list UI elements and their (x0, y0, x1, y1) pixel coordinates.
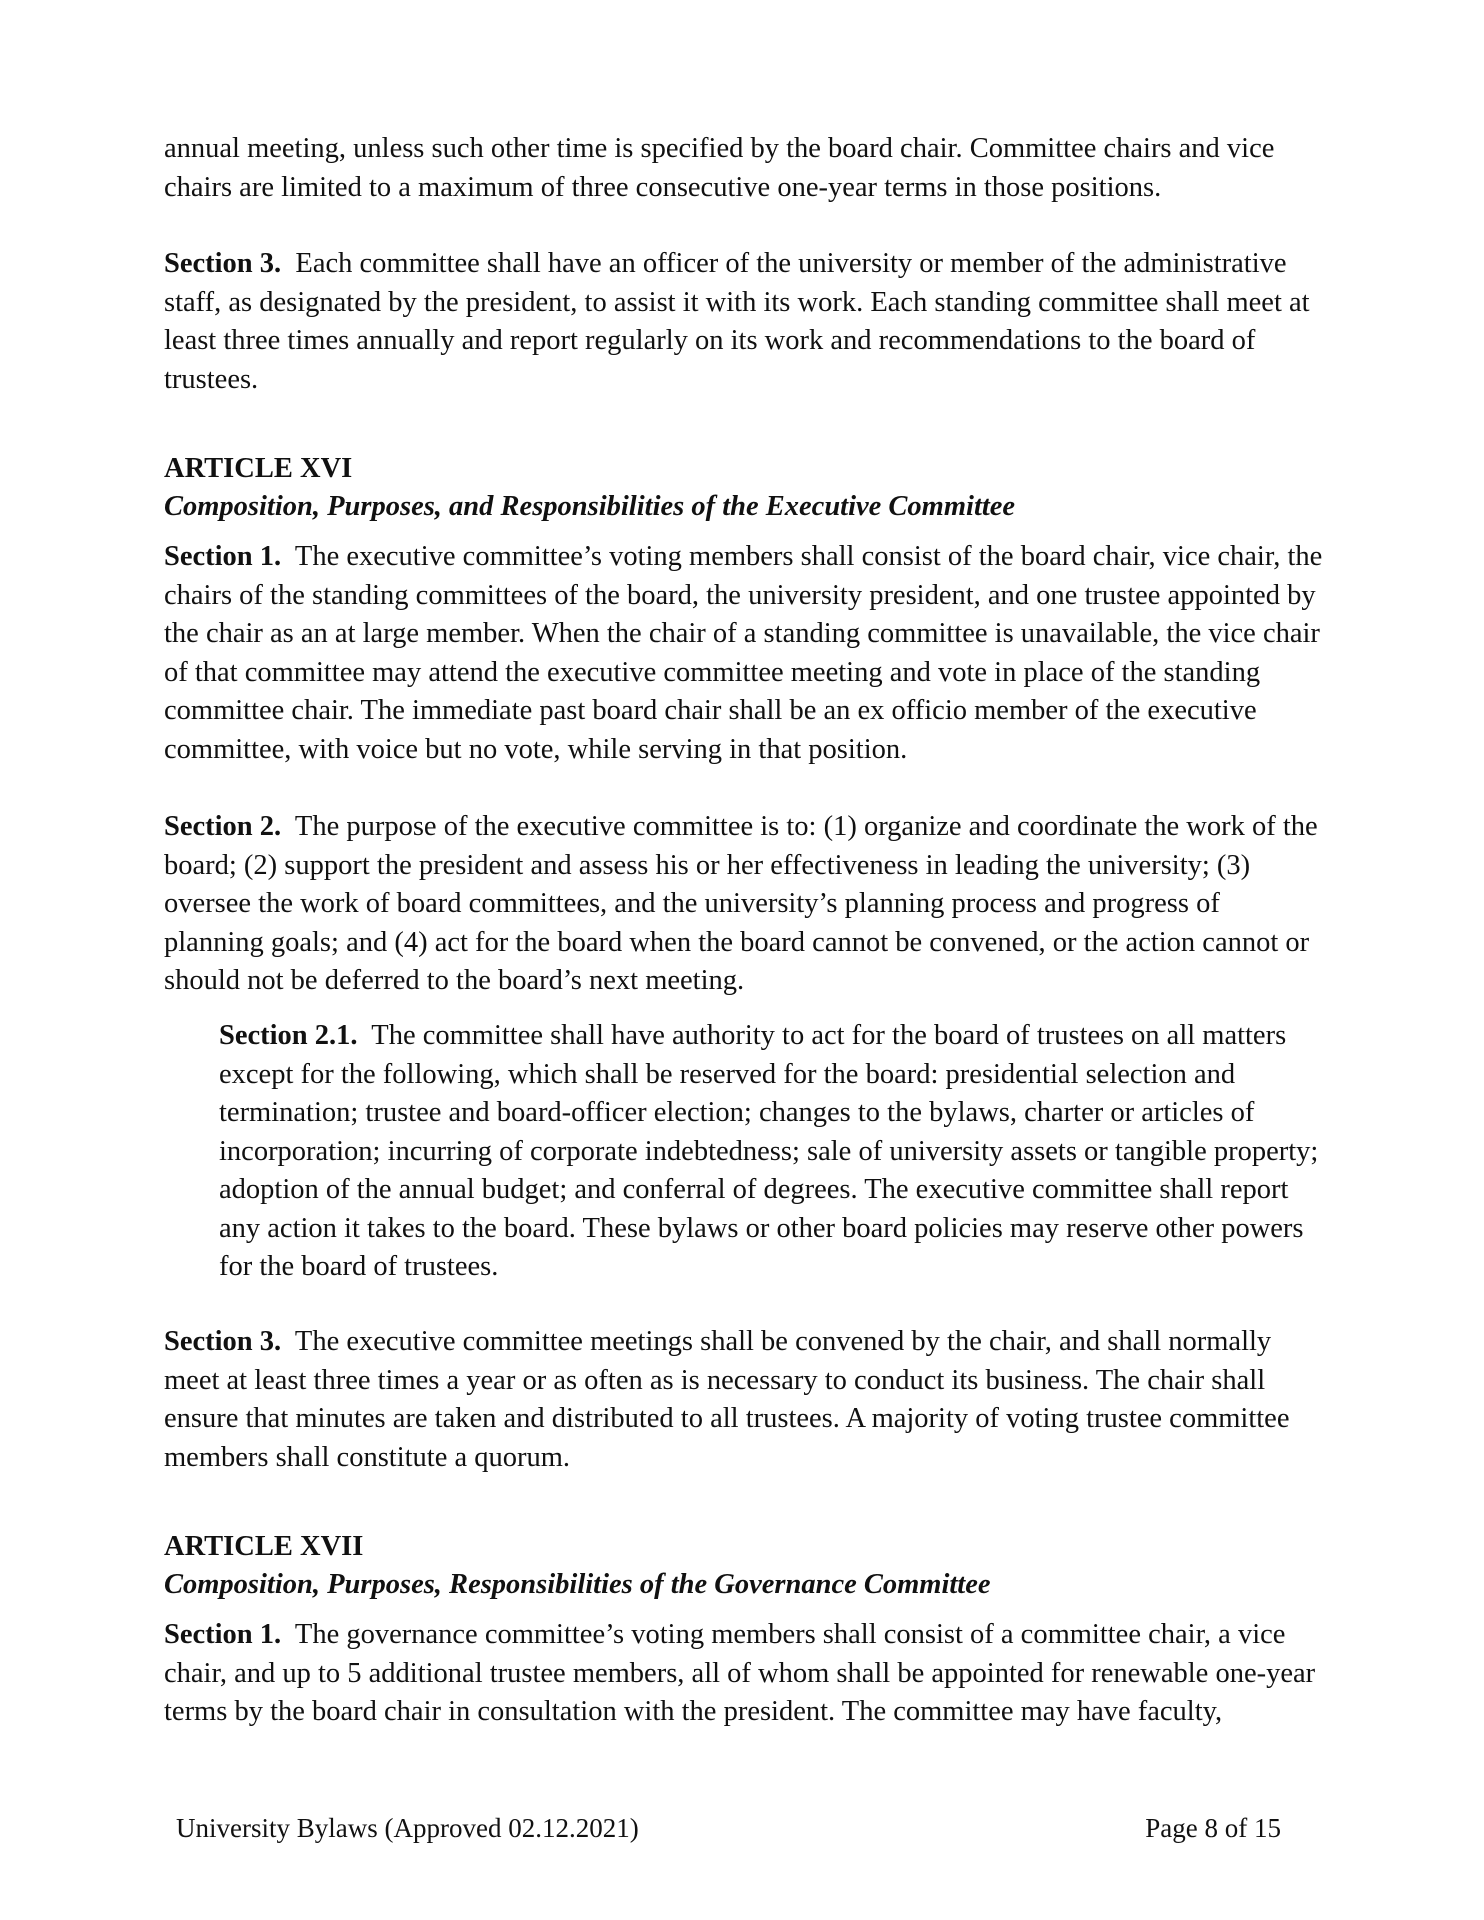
section-text: The executive committee’s voting members shall consist of the board chair, vice chair, the chairs of the standing committees of the board, the university president, and one trustee appointed by the chair as an at large member. When the chair of a standing committee is unavailable, the vice chair of that committee may attend the executive committee meeting and vote in place of the standing committee chair. The immediate past board chair shall be an ex officio member of the executive committee, with voice but no vote, while serving in that position. (164, 541, 1323, 765)
article-17-heading: ARTICLE XVII (164, 1531, 364, 1562)
section-text: The purpose of the executive committee is to: (1) organize and coordinate the work of the board; (2) support the president and assess his or her effectiveness in leading the university; (3) oversee the work of board committees, and the university’s planning process and progress of planning goals; and (4) act for the board when the board cannot be convened, or the action cannot or should not be deferred to the board’s next meeting. (164, 811, 1318, 996)
section-label: Section 2.1. (219, 1020, 358, 1051)
section-label: Section 3. (164, 248, 282, 279)
article-17-subtitle: Composition, Purposes, Responsibilities of the Governance Committee (164, 1569, 991, 1600)
section-label: Section 2. (164, 811, 282, 842)
article-16-heading: ARTICLE XVI (164, 453, 353, 484)
section-text: The committee shall have authority to act for the board of trustees on all matters except for the following, which shall be reserved for the board: presidential selection and termination; trustee and board-officer election; changes to the bylaws, charter or articles of incorporation; incurring of corporate indebtedness; sale of university assets or tangible property; adoption of the annual budget; and conferral of degrees. The executive committee shall report any action it takes to the board. These bylaws or other board policies may reserve other powers for the board of trustees. (219, 1020, 1319, 1282)
article-16-section-3 (164, 1323, 1324, 1477)
section-text: The executive committee meetings shall be convened by the chair, and shall normally meet at least three times a year or as often as is necessary to conduct its business. The chair shall ensure that minutes are taken and distributed to all trustees. A majority of voting trustee committee members shall constitute a quorum. (164, 1326, 1290, 1473)
article-16-section-1 (164, 538, 1324, 769)
footer-page-number: Page 8 of 15 (1145, 1813, 1281, 1843)
section-3-committees (164, 245, 1324, 399)
section-text: The governance committee’s voting members shall consist of a committee chair, a vice chair, and up to 5 additional trustee members, all of whom shall be appointed for renewable one-year terms by the board chair in consultation with the president. The committee may have faculty, (164, 1619, 1316, 1727)
section-text: Each committee shall have an officer of the university or member of the administrative staff, as designated by the president, to assist it with its work. Each standing committee shall meet at least three times annually and report regularly on its work and recommendations to the board of trustees. (164, 248, 1310, 395)
footer-document-title: University Bylaws (Approved 02.12.2021) (176, 1813, 639, 1843)
article-16-subtitle: Composition, Purposes, and Responsibilities of the Executive Committee (164, 491, 1016, 522)
intro-paragraph: annual meeting, unless such other time is specified by the board chair. Committee chairs and vice chairs are limited to a maximum of three consecutive one-year terms in those positions. (164, 133, 1275, 203)
article-17-section-1 (164, 1616, 1324, 1732)
section-label: Section 1. (164, 1619, 282, 1650)
section-label: Section 1. (164, 541, 282, 572)
section-label: Section 3. (164, 1326, 282, 1357)
article-16-section-2 (164, 808, 1324, 1001)
article-16-section-2-1 (219, 1017, 1324, 1287)
